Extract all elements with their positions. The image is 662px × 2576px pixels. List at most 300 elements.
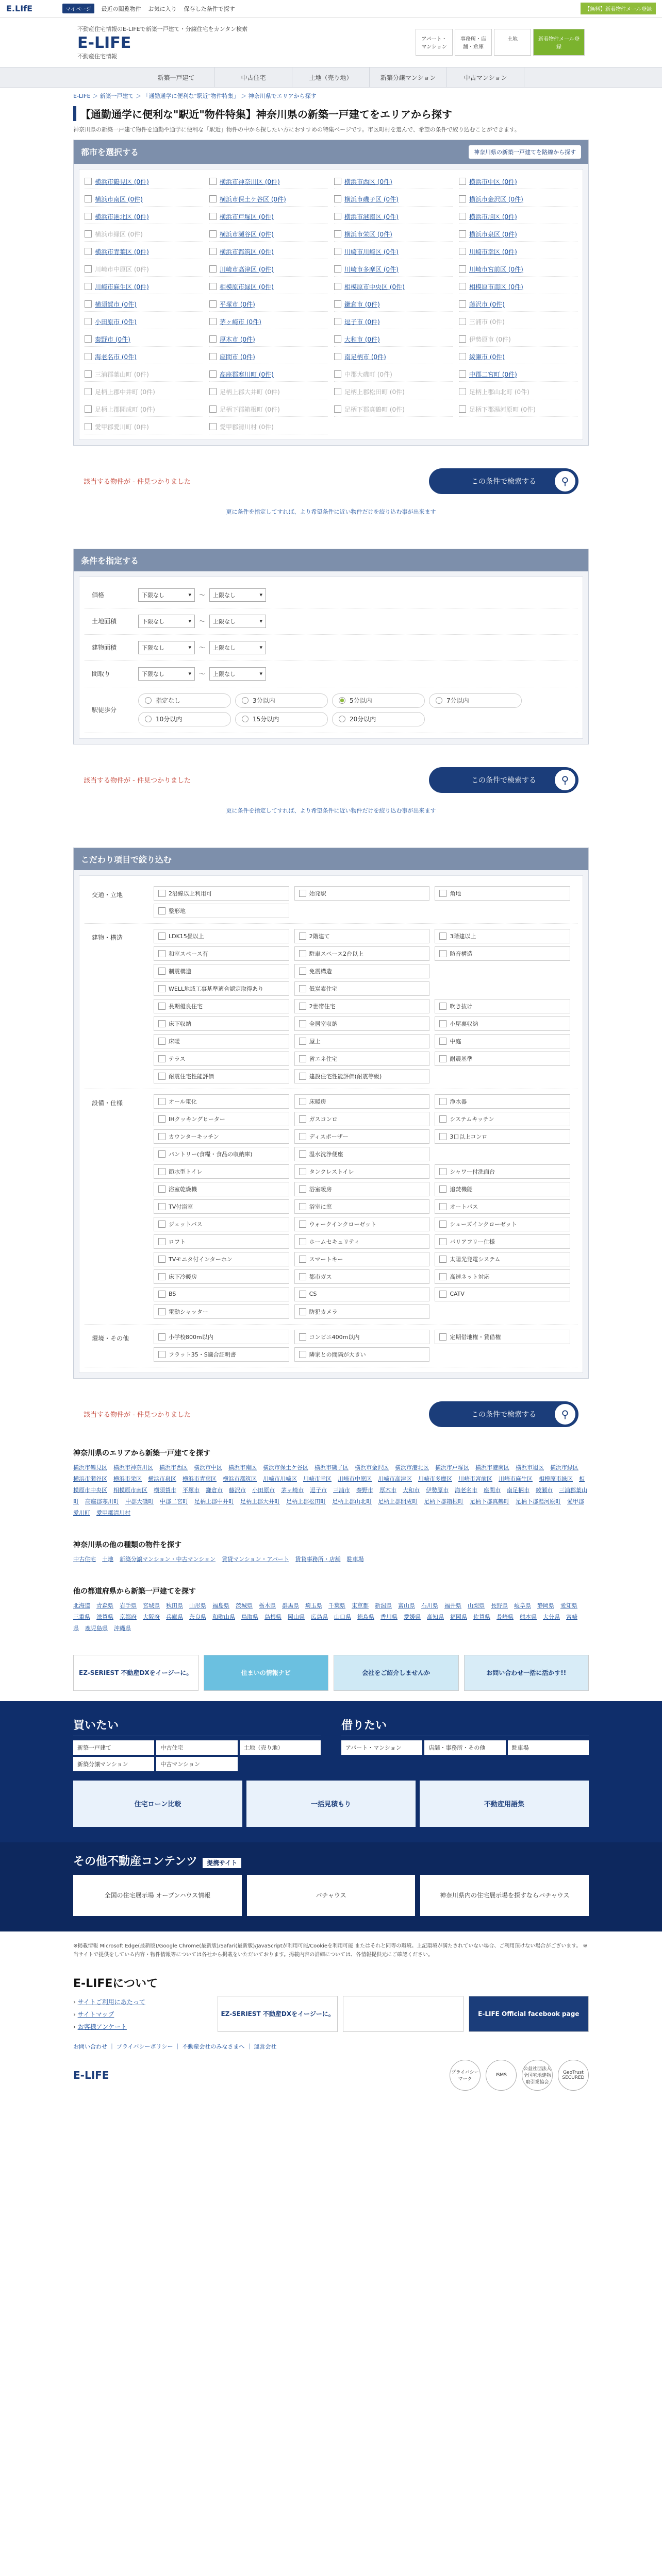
city-option[interactable] <box>209 332 328 347</box>
city-label[interactable]: 横浜市港北区 (0件) <box>95 213 149 221</box>
city-option[interactable] <box>334 350 453 364</box>
kodawari-checkbox[interactable] <box>439 1055 446 1062</box>
link-item[interactable]: 愛甲郡愛川町 <box>73 1498 584 1516</box>
city-label[interactable]: 横浜市瀬谷区 (0件) <box>220 230 274 238</box>
city-checkbox[interactable] <box>459 248 466 255</box>
link-item[interactable]: 横浜市西区 <box>159 1464 188 1471</box>
walk-radio[interactable] <box>242 697 249 704</box>
city-label[interactable]: 海老名市 (0件) <box>95 353 137 361</box>
city-checkbox[interactable] <box>334 195 341 202</box>
loan-banner[interactable]: 住宅ローン比較 <box>73 1781 242 1827</box>
kodawari-option[interactable] <box>154 964 289 978</box>
kodawari-checkbox[interactable] <box>158 1133 166 1140</box>
kodawari-checkbox[interactable] <box>299 1098 306 1105</box>
kodawari-checkbox[interactable] <box>299 1221 306 1228</box>
walk-radio[interactable] <box>145 697 152 704</box>
link-item[interactable]: 足柄上郡開成町 <box>378 1498 418 1505</box>
kodawari-option[interactable] <box>294 946 430 961</box>
link-item[interactable]: 青森県 <box>96 1602 113 1609</box>
city-checkbox[interactable] <box>85 388 92 395</box>
kodawari-checkbox[interactable] <box>299 985 306 992</box>
kodawari-checkbox[interactable] <box>439 1038 446 1045</box>
link-item[interactable]: 小田原市 <box>252 1486 275 1494</box>
city-label[interactable]: 横浜市旭区 (0件) <box>469 213 517 221</box>
city-option[interactable] <box>85 315 203 329</box>
city-checkbox[interactable] <box>85 178 92 185</box>
nav-used-house[interactable]: 中古住宅 <box>215 67 292 87</box>
city-label[interactable]: 藤沢市 (0件) <box>469 300 505 308</box>
city-label[interactable]: 横浜市保土ケ谷区 (0件) <box>220 195 286 203</box>
kodawari-checkbox[interactable] <box>158 985 166 992</box>
city-checkbox[interactable] <box>209 230 217 238</box>
city-checkbox[interactable] <box>459 370 466 378</box>
city-option[interactable] <box>334 402 453 417</box>
kodawari-checkbox[interactable] <box>299 1273 306 1280</box>
walk-radio[interactable] <box>436 697 442 704</box>
link-item[interactable]: 長野県 <box>491 1602 508 1609</box>
min-select[interactable] <box>138 667 195 681</box>
kodawari-checkbox[interactable] <box>439 1203 446 1210</box>
link-item[interactable]: 横浜市中区 <box>194 1464 222 1471</box>
kodawari-checkbox[interactable] <box>439 950 446 957</box>
kodawari-option[interactable] <box>435 1034 570 1048</box>
banner-navi[interactable]: 住まいの情報ナビ <box>204 1655 329 1691</box>
walk-radio[interactable] <box>145 716 152 722</box>
kodawari-option[interactable] <box>154 1147 289 1161</box>
kodawari-option[interactable] <box>154 1304 289 1319</box>
link-item[interactable]: 横浜市緑区 <box>550 1464 578 1471</box>
kodawari-option[interactable] <box>294 1252 430 1266</box>
city-label[interactable]: 横浜市戸塚区 (0件) <box>220 213 274 221</box>
kodawari-checkbox[interactable] <box>299 968 306 975</box>
max-select[interactable] <box>209 641 266 654</box>
site-logo[interactable]: E-LIFE <box>77 33 131 52</box>
city-checkbox[interactable] <box>85 353 92 360</box>
kodawari-option[interactable] <box>294 1016 430 1031</box>
link-item[interactable]: 香川県 <box>380 1613 398 1620</box>
city-label[interactable]: 茅ヶ崎市 (0件) <box>220 318 261 326</box>
city-label[interactable]: 横浜市都筑区 (0件) <box>220 248 274 256</box>
city-label[interactable]: 高座郡寒川町 (0件) <box>220 370 274 378</box>
kodawari-checkbox[interactable] <box>439 890 446 897</box>
kodawari-checkbox[interactable] <box>158 1038 166 1045</box>
city-option[interactable] <box>85 262 203 277</box>
link-item[interactable]: 京都府 <box>120 1613 137 1620</box>
city-option[interactable] <box>85 332 203 347</box>
city-label[interactable]: 厚木市 (0件) <box>220 335 255 343</box>
kodawari-checkbox[interactable] <box>299 1133 306 1140</box>
kodawari-checkbox[interactable] <box>299 1256 306 1263</box>
kodawari-checkbox[interactable] <box>299 1291 306 1298</box>
city-option[interactable] <box>334 227 453 242</box>
city-option[interactable] <box>334 367 453 382</box>
walk-radio[interactable] <box>339 697 345 704</box>
walk-radio[interactable] <box>242 716 249 722</box>
city-checkbox[interactable] <box>209 423 217 430</box>
kodawari-checkbox[interactable] <box>439 1098 446 1105</box>
city-option[interactable] <box>209 350 328 364</box>
kodawari-option[interactable] <box>154 1330 289 1344</box>
buy-item[interactable]: 中古住宅 <box>156 1740 237 1755</box>
kodawari-option[interactable] <box>435 1199 570 1214</box>
city-checkbox[interactable] <box>85 370 92 378</box>
kodawari-checkbox[interactable] <box>299 1003 306 1010</box>
kodawari-option[interactable] <box>294 1164 430 1179</box>
city-label[interactable]: 横浜市鶴見区 (0件) <box>95 178 149 185</box>
city-checkbox[interactable] <box>85 405 92 413</box>
nav-new-house[interactable]: 新築一戸建て <box>138 67 215 87</box>
breadcrumb[interactable]: E-LIFE ＞ 新築一戸建て ＞ 「通勤通学に便利な"駅近"物件特集」 ＞ 神奈川県でエリアから探す <box>73 93 317 99</box>
kodawari-option[interactable] <box>435 1269 570 1284</box>
link-item[interactable]: 岡山県 <box>288 1613 305 1620</box>
walk-option[interactable] <box>332 693 425 708</box>
link-item[interactable]: 中郡大磯町 <box>125 1498 154 1505</box>
link-item[interactable]: 横浜市港北区 <box>395 1464 429 1471</box>
link-item[interactable]: 横浜市南区 <box>228 1464 257 1471</box>
kodawari-checkbox[interactable] <box>158 1273 166 1280</box>
city-checkbox[interactable] <box>85 265 92 273</box>
kodawari-checkbox[interactable] <box>158 1168 166 1175</box>
kodawari-checkbox[interactable] <box>299 1115 306 1123</box>
kodawari-option[interactable] <box>294 1217 430 1231</box>
city-label[interactable]: 横浜市西区 (0件) <box>344 178 392 185</box>
nav-used-mansion[interactable]: 中古マンション <box>447 67 524 87</box>
link-item[interactable]: 賃貸事務所・店舗 <box>295 1555 341 1563</box>
city-option[interactable] <box>209 175 328 189</box>
kodawari-option[interactable] <box>154 981 289 996</box>
city-checkbox[interactable] <box>334 213 341 220</box>
kodawari-checkbox[interactable] <box>158 950 166 957</box>
kodawari-checkbox[interactable] <box>439 1291 446 1298</box>
city-label[interactable]: 川崎市多摩区 (0件) <box>344 265 399 273</box>
link-item[interactable]: 佐賀県 <box>473 1613 490 1620</box>
city-option[interactable] <box>334 175 453 189</box>
min-select[interactable] <box>138 641 195 654</box>
city-option[interactable] <box>85 210 203 224</box>
city-option[interactable] <box>85 297 203 312</box>
city-checkbox[interactable] <box>85 283 92 290</box>
link-item[interactable]: 愛媛県 <box>404 1613 421 1620</box>
city-checkbox[interactable] <box>459 178 466 185</box>
link-item[interactable]: 三重県 <box>73 1613 90 1620</box>
city-option[interactable] <box>85 402 203 417</box>
city-option[interactable] <box>209 280 328 294</box>
link-item[interactable]: 島根県 <box>264 1613 282 1620</box>
city-checkbox[interactable] <box>334 318 341 325</box>
about-link-survey[interactable]: › お客様アンケート <box>73 2023 127 2030</box>
city-checkbox[interactable] <box>459 353 466 360</box>
city-label[interactable]: 川崎市宮前区 (0件) <box>469 265 523 273</box>
link-item[interactable]: 奈良県 <box>189 1613 206 1620</box>
link-item[interactable]: 横浜市青葉区 <box>183 1475 217 1482</box>
city-checkbox[interactable] <box>209 213 217 220</box>
kodawari-option[interactable] <box>154 1164 289 1179</box>
mypage-link[interactable]: マイページ <box>62 4 94 13</box>
kodawari-option[interactable] <box>154 1234 289 1249</box>
header-apartment-link[interactable]: アパート・マンション <box>416 29 453 56</box>
kodawari-checkbox[interactable] <box>439 1256 446 1263</box>
link-item[interactable]: 横浜市鶴見区 <box>73 1464 107 1471</box>
link-item[interactable]: 横浜市神奈川区 <box>113 1464 153 1471</box>
kodawari-checkbox[interactable] <box>158 1351 166 1358</box>
kodawari-option[interactable] <box>435 999 570 1013</box>
kodawari-option[interactable] <box>154 1052 289 1066</box>
min-select[interactable] <box>138 588 195 602</box>
city-option[interactable] <box>459 297 577 312</box>
saved-cond-link[interactable]: 保存した条件で探す <box>184 5 235 12</box>
city-option[interactable] <box>459 227 577 242</box>
link-item[interactable]: 藤沢市 <box>229 1486 246 1494</box>
city-option[interactable] <box>209 262 328 277</box>
city-option[interactable] <box>334 332 453 347</box>
city-checkbox[interactable] <box>459 300 466 308</box>
link-item[interactable]: 新築分譲マンション・中古マンション <box>120 1555 216 1563</box>
kodawari-option[interactable] <box>294 1234 430 1249</box>
link-item[interactable]: 相模原市中央区 <box>73 1475 585 1494</box>
walk-option[interactable] <box>332 712 425 726</box>
link-item[interactable]: 北海道 <box>73 1602 90 1609</box>
kodawari-checkbox[interactable] <box>158 1020 166 1027</box>
kodawari-option[interactable] <box>154 1252 289 1266</box>
city-option[interactable] <box>209 192 328 207</box>
kodawari-option[interactable] <box>435 1287 570 1301</box>
link-item[interactable]: 横浜市磯子区 <box>315 1464 349 1471</box>
max-select[interactable] <box>209 615 266 628</box>
kodawari-option[interactable] <box>435 886 570 901</box>
city-option[interactable] <box>85 245 203 259</box>
walk-option[interactable] <box>429 693 522 708</box>
link-item[interactable]: 駐車場 <box>346 1555 364 1563</box>
kodawari-checkbox[interactable] <box>158 1291 166 1298</box>
city-option[interactable] <box>459 350 577 364</box>
city-option[interactable] <box>209 315 328 329</box>
kodawari-checkbox[interactable] <box>158 1185 166 1193</box>
link-item[interactable]: 静岡県 <box>537 1602 554 1609</box>
kodawari-checkbox[interactable] <box>299 890 306 897</box>
city-checkbox[interactable] <box>209 195 217 202</box>
kodawari-checkbox[interactable] <box>299 1185 306 1193</box>
city-label[interactable]: 平塚市 (0件) <box>220 300 255 308</box>
rent-item[interactable]: 駐車場 <box>508 1740 589 1755</box>
kodawari-checkbox[interactable] <box>158 968 166 975</box>
city-option[interactable] <box>209 402 328 417</box>
link-item[interactable]: 逗子市 <box>310 1486 327 1494</box>
kodawari-option[interactable] <box>294 981 430 996</box>
kodawari-option[interactable] <box>154 1069 289 1083</box>
kodawari-checkbox[interactable] <box>158 1055 166 1062</box>
link-item[interactable]: 相模原市南区 <box>113 1486 147 1494</box>
link-item[interactable]: 石川県 <box>421 1602 438 1609</box>
city-checkbox[interactable] <box>85 335 92 343</box>
city-checkbox[interactable] <box>334 353 341 360</box>
link-item[interactable]: 横浜市旭区 <box>516 1464 544 1471</box>
other-banner-kanagawa[interactable]: 神奈川県内の住宅展示場を探すならパチャウス <box>420 1875 589 1916</box>
kodawari-checkbox[interactable] <box>299 1038 306 1045</box>
city-option[interactable] <box>334 210 453 224</box>
city-option[interactable] <box>334 297 453 312</box>
walk-option[interactable] <box>138 693 231 708</box>
link-item[interactable]: 川崎市多摩区 <box>418 1475 452 1482</box>
city-checkbox[interactable] <box>209 178 217 185</box>
mail-register-button[interactable]: 【無料】新着物件メール登録 <box>581 3 656 14</box>
link-item[interactable]: 相模原市緑区 <box>539 1475 573 1482</box>
kodawari-option[interactable] <box>154 1129 289 1144</box>
city-checkbox[interactable] <box>334 283 341 290</box>
city-option[interactable] <box>209 245 328 259</box>
kodawari-checkbox[interactable] <box>299 1073 306 1080</box>
city-label[interactable]: 川崎市麻生区 (0件) <box>95 283 149 291</box>
kodawari-option[interactable] <box>154 886 289 901</box>
link-item[interactable]: 千葉県 <box>328 1602 345 1609</box>
city-option[interactable] <box>334 385 453 399</box>
recent-link[interactable]: 最近の閲覧物件 <box>101 5 141 12</box>
kodawari-checkbox[interactable] <box>299 1308 306 1315</box>
link-item[interactable]: 足柄下郡真鶴町 <box>470 1498 509 1505</box>
link-item[interactable]: 大分県 <box>543 1613 560 1620</box>
link-item[interactable]: 南足柄市 <box>507 1486 529 1494</box>
link-item[interactable]: 和歌山県 <box>212 1613 235 1620</box>
max-select[interactable] <box>209 667 266 681</box>
kodawari-option[interactable] <box>435 1182 570 1196</box>
nav-land[interactable]: 土地（売り地） <box>292 67 370 87</box>
link-item[interactable]: 伊勢原市 <box>426 1486 449 1494</box>
kodawari-option[interactable] <box>294 1330 430 1344</box>
link-item[interactable]: 川崎市高津区 <box>378 1475 412 1482</box>
kodawari-option[interactable] <box>154 1217 289 1231</box>
city-label[interactable]: 横浜市港南区 (0件) <box>344 213 399 221</box>
facebook-banner[interactable]: E-LIFE Official facebook page <box>469 1996 589 2032</box>
kodawari-checkbox[interactable] <box>439 1185 446 1193</box>
city-checkbox[interactable] <box>459 388 466 395</box>
link-item[interactable]: 土地 <box>102 1555 113 1563</box>
city-option[interactable] <box>85 175 203 189</box>
kodawari-checkbox[interactable] <box>439 1133 446 1140</box>
city-label[interactable]: 大和市 (0件) <box>344 335 380 343</box>
city-option[interactable] <box>334 245 453 259</box>
city-option[interactable] <box>85 192 203 207</box>
kodawari-checkbox[interactable] <box>299 1351 306 1358</box>
kodawari-option[interactable] <box>435 1234 570 1249</box>
link-item[interactable]: 熊本県 <box>520 1613 537 1620</box>
city-checkbox[interactable] <box>209 370 217 378</box>
kodawari-option[interactable] <box>435 1052 570 1066</box>
city-label[interactable]: 相模原市南区 (0件) <box>469 283 523 291</box>
city-checkbox[interactable] <box>209 265 217 273</box>
city-option[interactable] <box>459 367 577 382</box>
city-label[interactable]: 横浜市金沢区 (0件) <box>469 195 523 203</box>
link-item[interactable]: 栃木県 <box>259 1602 276 1609</box>
kodawari-option[interactable] <box>294 1052 430 1066</box>
kodawari-option[interactable] <box>294 1182 430 1196</box>
kodawari-option[interactable] <box>435 929 570 943</box>
banner-company[interactable]: 会社をご紹介しませんか <box>334 1655 459 1691</box>
link-item[interactable]: 川崎市川崎区 <box>263 1475 297 1482</box>
city-checkbox[interactable] <box>85 248 92 255</box>
walk-radio[interactable] <box>339 716 345 722</box>
link-item[interactable]: 富山県 <box>398 1602 415 1609</box>
city-option[interactable] <box>459 315 577 329</box>
kodawari-checkbox[interactable] <box>439 1020 446 1027</box>
buy-item[interactable]: 新築分譲マンション <box>73 1757 154 1771</box>
kodawari-option[interactable] <box>294 1147 430 1161</box>
kodawari-checkbox[interactable] <box>158 933 166 940</box>
city-checkbox[interactable] <box>209 300 217 308</box>
about-link-usage[interactable]: › サイトご利用にあたって <box>73 1998 145 2006</box>
city-label[interactable]: 横浜市中区 (0件) <box>469 178 517 185</box>
kodawari-option[interactable] <box>154 1034 289 1048</box>
kodawari-option[interactable] <box>294 1347 430 1362</box>
kodawari-option[interactable] <box>294 1269 430 1284</box>
link-item[interactable]: 横浜市戸塚区 <box>435 1464 469 1471</box>
city-option[interactable] <box>334 315 453 329</box>
link-item[interactable]: 山形県 <box>189 1602 206 1609</box>
kodawari-checkbox[interactable] <box>439 1221 446 1228</box>
link-item[interactable]: 川崎市麻生区 <box>499 1475 533 1482</box>
city-option[interactable] <box>334 280 453 294</box>
link-item[interactable]: 横浜市泉区 <box>148 1475 176 1482</box>
city-option[interactable] <box>459 280 577 294</box>
city-checkbox[interactable] <box>209 388 217 395</box>
estimate-banner[interactable]: 一括見積もり <box>246 1781 416 1827</box>
city-option[interactable] <box>209 385 328 399</box>
city-option[interactable] <box>209 297 328 312</box>
link-item[interactable]: 足柄上郡中井町 <box>194 1498 234 1505</box>
link-item[interactable]: 徳島県 <box>357 1613 374 1620</box>
banner-ez-series[interactable]: EZ-SERIEST 不動産DXをイージーに。 <box>73 1655 198 1691</box>
city-option[interactable] <box>85 385 203 399</box>
city-checkbox[interactable] <box>459 283 466 290</box>
city-checkbox[interactable] <box>209 353 217 360</box>
city-option[interactable] <box>85 280 203 294</box>
kodawari-checkbox[interactable] <box>439 1003 446 1010</box>
link-item[interactable]: 川崎市宮前区 <box>458 1475 492 1482</box>
city-option[interactable] <box>459 245 577 259</box>
kodawari-option[interactable] <box>154 1347 289 1362</box>
kodawari-checkbox[interactable] <box>299 1150 306 1158</box>
city-label[interactable]: 秦野市 (0件) <box>95 335 130 343</box>
search-button[interactable] <box>429 468 578 494</box>
kodawari-checkbox[interactable] <box>158 1003 166 1010</box>
city-label[interactable]: 鎌倉市 (0件) <box>344 300 380 308</box>
min-select[interactable] <box>138 615 195 628</box>
kodawari-checkbox[interactable] <box>158 1238 166 1245</box>
city-label[interactable]: 川崎市高津区 (0件) <box>220 265 274 273</box>
walk-option[interactable] <box>235 693 328 708</box>
kodawari-checkbox[interactable] <box>158 1256 166 1263</box>
city-checkbox[interactable] <box>334 265 341 273</box>
link-item[interactable]: 宮崎県 <box>73 1613 577 1632</box>
walk-option[interactable] <box>235 712 328 726</box>
rent-item[interactable]: アパート・マンション <box>341 1740 422 1755</box>
kodawari-option[interactable] <box>294 1129 430 1144</box>
city-checkbox[interactable] <box>459 230 466 238</box>
link-item[interactable]: 鎌倉市 <box>206 1486 223 1494</box>
kodawari-checkbox[interactable] <box>158 1333 166 1341</box>
kodawari-option[interactable] <box>294 1034 430 1048</box>
link-item[interactable]: 川崎市幸区 <box>303 1475 332 1482</box>
kodawari-option[interactable] <box>435 1164 570 1179</box>
about-banner-blank[interactable] <box>343 1996 463 2032</box>
kodawari-option[interactable] <box>154 1016 289 1031</box>
city-checkbox[interactable] <box>459 213 466 220</box>
city-checkbox[interactable] <box>459 335 466 343</box>
kodawari-option[interactable] <box>154 1094 289 1109</box>
city-option[interactable] <box>209 227 328 242</box>
kodawari-checkbox[interactable] <box>158 1098 166 1105</box>
link-item[interactable]: 茅ヶ崎市 <box>281 1486 304 1494</box>
kodawari-option[interactable] <box>154 999 289 1013</box>
link-item[interactable]: 福井県 <box>444 1602 461 1609</box>
